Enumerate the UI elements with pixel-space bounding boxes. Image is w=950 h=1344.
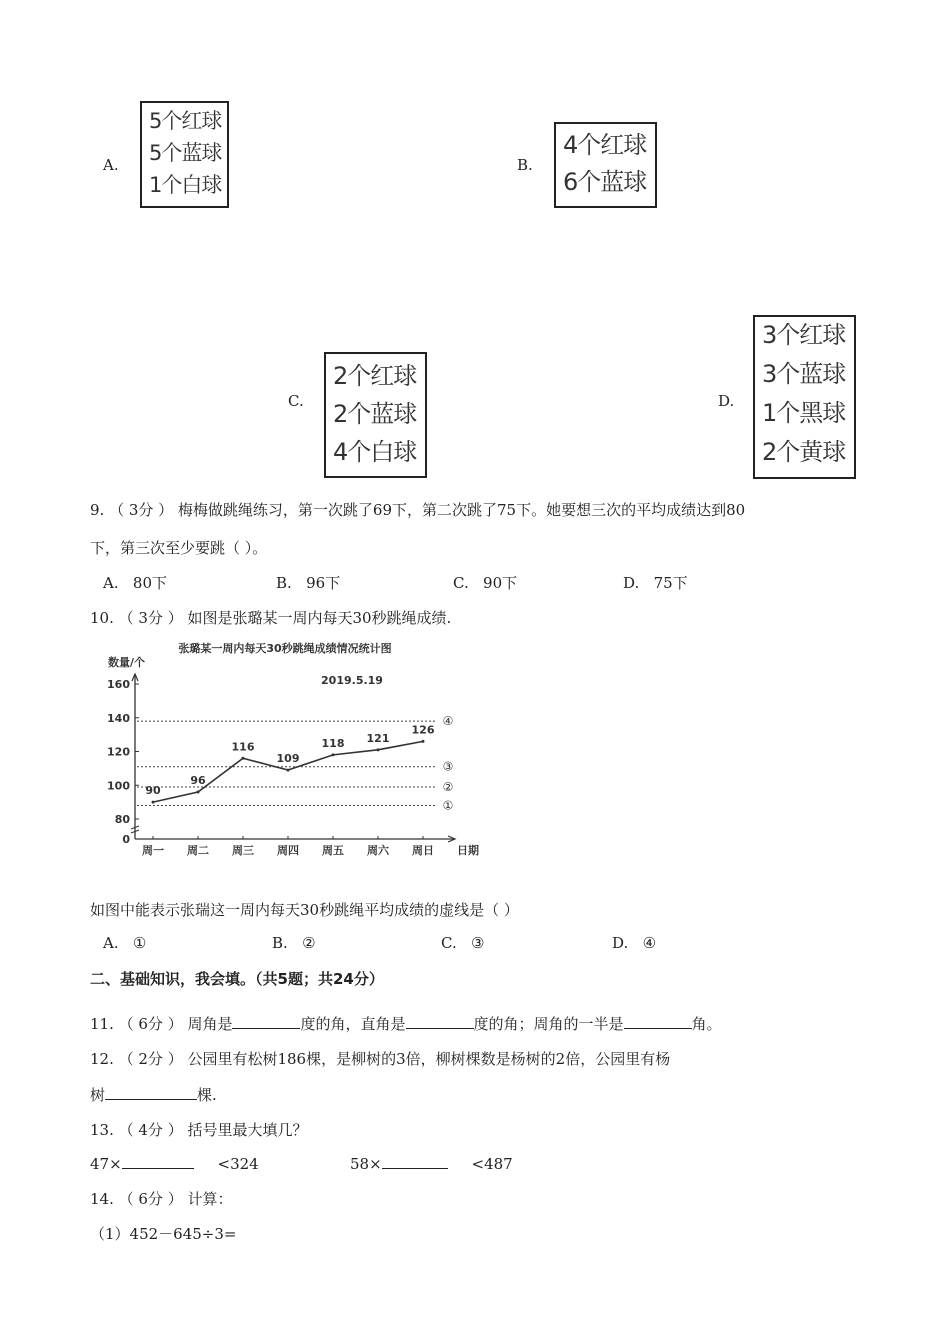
y-axis-label: 数量/个 [108, 656, 146, 669]
q9-option-d: D. 75下 [623, 574, 688, 592]
option-c-box [324, 352, 427, 478]
data-label: 116 [231, 740, 255, 754]
y-tick-label: 80 [114, 813, 130, 826]
reference-line-label: ② [442, 779, 454, 794]
option-b-box [554, 122, 657, 208]
option-b-line-2: 6个蓝球 [563, 168, 647, 196]
q11-blank-3[interactable] [624, 1014, 692, 1029]
data-label: 96 [190, 774, 206, 787]
y-tick-label: 160 [107, 678, 130, 691]
q11-blank-1[interactable] [232, 1014, 300, 1029]
q9-option-c: C. 90下 [453, 574, 518, 592]
option-d-line-4: 2个黄球 [762, 438, 846, 466]
q11: 11. （ 6分 ） 周角是 度的角，直角是 度的角；周角的一半是 角。 [90, 1015, 722, 1033]
option-b-label: B. [517, 156, 533, 174]
x-tick-label: 周一 [142, 844, 164, 857]
option-c-line-1: 2个红球 [333, 362, 417, 390]
q12-line-2: 树 棵. [90, 1086, 217, 1104]
data-point [242, 757, 245, 760]
option-d-line-3: 1个黑球 [762, 399, 846, 427]
q11-blank-2[interactable] [406, 1014, 474, 1029]
x-axis-label: 日期 [457, 844, 479, 857]
q13-line-1: 13. （ 4分 ） 括号里最大填几？ [90, 1121, 308, 1139]
option-a-label: A. [103, 156, 119, 174]
chart-title: 张璐某一周内每天30秒跳绳成绩情况统计图 [178, 642, 392, 655]
x-tick-label: 周三 [232, 844, 254, 857]
option-a-line-2: 5个蓝球 [149, 141, 222, 165]
q10-question: 如图中能表示张瑞这一周内每天30秒跳绳平均成绩的虚线是（ ） [90, 901, 519, 919]
data-point [422, 740, 425, 743]
q13-item-a: 47× <324 [90, 1155, 259, 1173]
y-tick-label: 0 [122, 833, 130, 846]
y-tick-label: 100 [107, 779, 130, 793]
x-tick-label: 周日 [412, 844, 434, 857]
data-point [287, 769, 290, 772]
x-tick-label: 周六 [367, 844, 389, 857]
q12-blank[interactable] [105, 1085, 197, 1100]
option-d-line-2: 3个蓝球 [762, 360, 846, 388]
y-tick-label: 140 [107, 711, 130, 725]
option-d-line-1: 3个红球 [762, 321, 846, 349]
q9-option-b: B. 96下 [276, 574, 341, 592]
reference-line-label: ④ [442, 714, 454, 729]
option-c-line-3: 4个白球 [333, 438, 417, 466]
q14-line-1: 14. （ 6分 ） 计算： [90, 1190, 233, 1208]
option-c-line-2: 2个蓝球 [333, 400, 417, 428]
series-line [153, 741, 423, 802]
data-label: 109 [276, 752, 300, 766]
q10-option-d: D. ④ [612, 934, 657, 952]
q14-item-1: （1）452－645÷3= [90, 1225, 237, 1243]
data-label: 118 [321, 736, 345, 750]
y-tick-label: 120 [107, 745, 130, 759]
q12-line-1: 12. （ 2分 ） 公园里有松树186棵，是柳树的3倍，柳树棵数是杨树的2倍，公园里有杨 [90, 1050, 671, 1068]
reference-line-label: ③ [442, 759, 454, 774]
data-point [332, 753, 335, 756]
data-label: 121 [366, 731, 390, 745]
q13-item-b: 58× <487 [350, 1155, 513, 1173]
section-2-heading: 二、基础知识，我会填。（共5题；共24分） [90, 970, 384, 988]
q9-line-2: 下，第三次至少要跳（ ）。 [90, 539, 268, 557]
q10-option-c: C. ③ [441, 934, 485, 952]
x-tick-label: 周五 [322, 844, 344, 857]
chart-subtitle: 2019.5.19 [321, 674, 383, 687]
option-c-label: C. [288, 392, 304, 410]
x-tick-label: 周四 [277, 844, 299, 857]
option-d-box [753, 315, 856, 479]
q13-blank-1[interactable] [122, 1154, 194, 1169]
q9-line-1: 9. （ 3分 ） 梅梅做跳绳练习，第一次跳了69下，第二次跳了75下。她要想三次的平均成绩达到80 [90, 501, 746, 519]
line-chart [100, 636, 490, 862]
option-d-label: D. [718, 392, 735, 410]
reference-line-label: ① [442, 798, 454, 813]
data-label: 90 [145, 784, 161, 798]
q10-option-b: B. ② [272, 934, 316, 952]
option-a-line-3: 1个白球 [149, 173, 222, 197]
option-b-line-1: 4个红球 [563, 131, 647, 159]
data-point [377, 748, 380, 751]
q9-option-a: A. 80下 [103, 574, 168, 592]
data-label: 126 [411, 723, 435, 737]
data-point [152, 801, 155, 804]
option-a-box [140, 101, 229, 208]
q13-blank-2[interactable] [382, 1154, 448, 1169]
x-tick-label: 周二 [187, 844, 209, 857]
q10-line-1: 10. （ 3分 ） 如图是张璐某一周内每天30秒跳绳成绩. [90, 609, 452, 627]
q10-option-a: A. ① [103, 934, 147, 952]
option-a-line-1: 5个红球 [149, 109, 222, 133]
data-point [197, 791, 200, 794]
